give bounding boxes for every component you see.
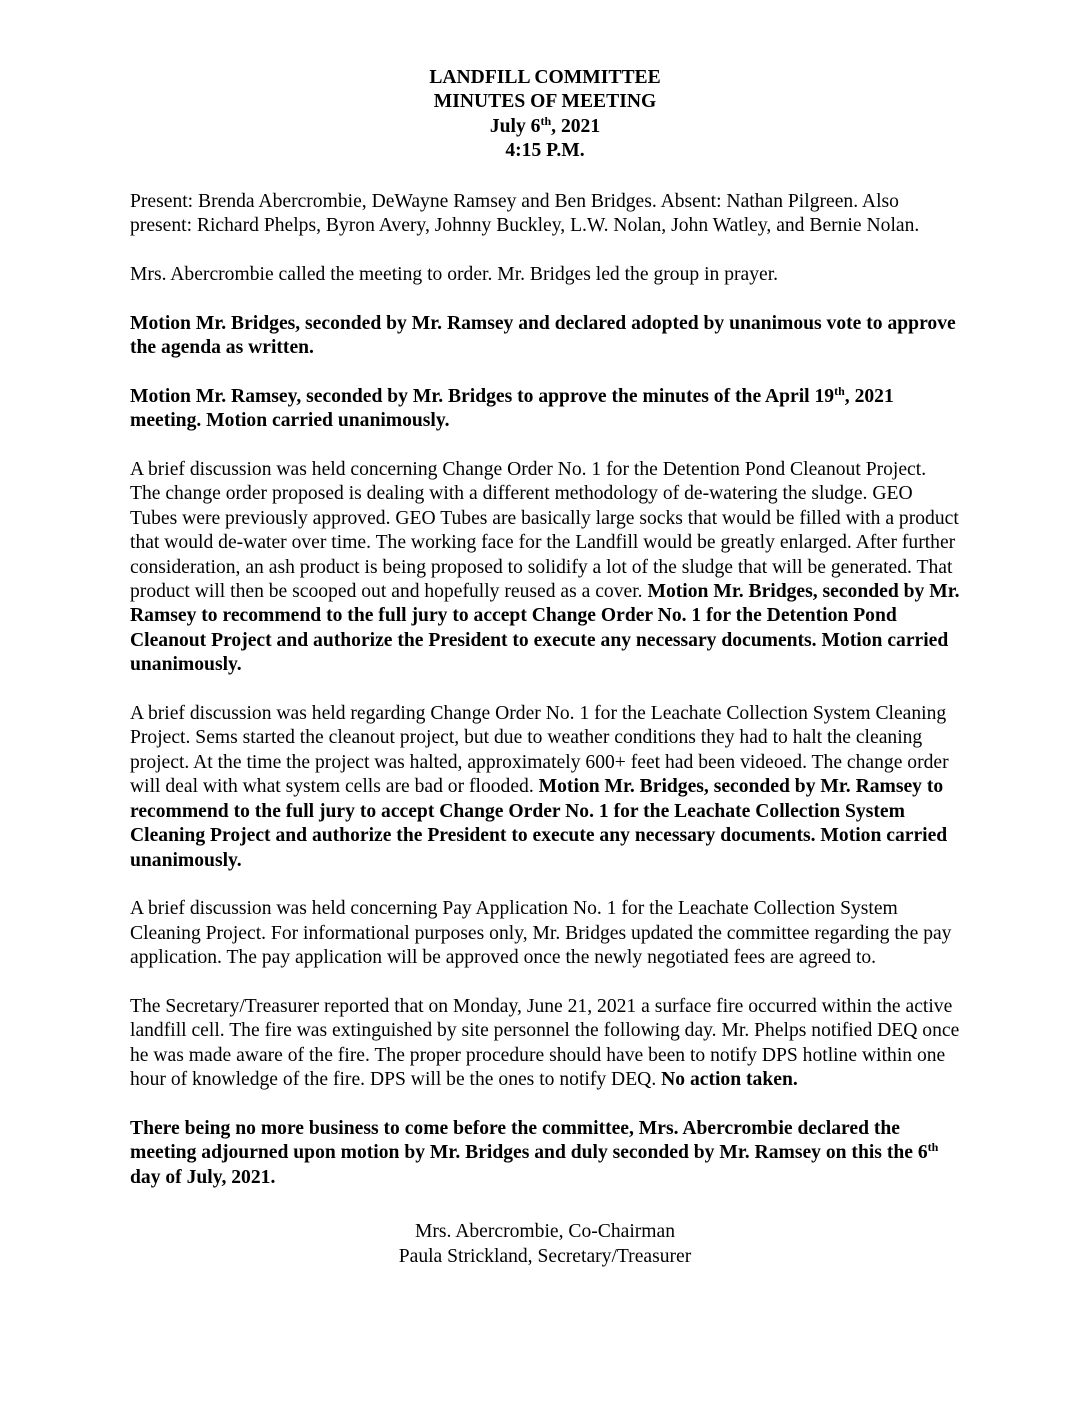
detention-pond-item: A brief discussion was held concerning Change Order No. 1 for the Detention Pond Cleanout Project. The change order proposed is dealing with a different methodology of de-watering the sludge. GEO Tubes were previously approved. GEO Tubes are basically large socks that would be filled with a product that would de-water over time. The working face for the Landfill would be greatly enlarged. After further consideration, an ash product is being proposed to solidify a lot of the sludge that will be generated. That product will then be scooped out and hopefully reused as a cover. Motion Mr. Bridges, seconded by Mr. Ramsey to recommend to the full jury to accept Change Order No. 1 for the Detention Pond Cleanout Project and authorize the President to execute any necessary documents. Motion carried unanimously. [130, 459, 960, 676]
pay-application-item: A brief discussion was held concerning Pay Application No. 1 for the Leachate Collection System Cleaning Project. For informational purposes only, Mr. Bridges updated the committee regarding the pay application. The pay application will be approved once the newly negotiated fees are agreed to. [130, 898, 952, 969]
adjournment-paragraph: There being no more business to come before the committee, Mrs. Abercrombie declared the meeting adjourned upon motion by Mr. Bridges and duly seconded by Mr. Ramsey on this the 6th day of July, 2021. [130, 1117, 939, 1188]
meeting-time: 4:15 P.M. [505, 140, 585, 162]
agenda-motion: Motion Mr. Bridges, seconded by Mr. Ramsey and declared adopted by unanimous vote to approve the agenda as written. [130, 312, 956, 359]
no-action-note: No action taken. [661, 1069, 798, 1091]
leachate-change-order-motion: Motion Mr. Bridges, seconded by Mr. Ramsey to recommend to the full jury to accept Change Order No. 1 for the Leachate Collection System Cleaning Project and authorize the President to execute any necessary documents. Motion carried unanimously. [130, 776, 948, 871]
minutes-approval-motion: Motion Mr. Ramsey, seconded by Mr. Bridges to approve the minutes of the April 19th, 2021 meeting. Motion carried unanimously. [130, 383, 894, 432]
detention-pond-motion: Motion Mr. Bridges, seconded by Mr. Ramsey to recommend to the full jury to accept Change Order No. 1 for the Detention Pond Cleanout Project and authorize the President to execute any necessary documents. Motion carried unanimously. [130, 581, 960, 676]
leachate-change-order-item: A brief discussion was held regarding Change Order No. 1 for the Leachate Collection System Cleaning Project. Sems started the cleanout project, but due to weather conditions they had to halt the cleaning project. At the time the project was halted, approximately 600+ feet had been videoed. The change order will deal with what system cells are bad or flooded. Motion Mr. Bridges, seconded by Mr. Ramsey to recommend to the full jury to accept Change Order No. 1 for the Leachate Collection System Cleaning Project and authorize the President to execute any necessary documents. Motion carried unanimously. [130, 703, 949, 871]
surface-fire-item: The Secretary/Treasurer reported that on Monday, June 21, 2021 a surface fire occurred within the active landfill cell. The fire was extinguished by site personnel the following day. Mr. Phelps notified DEQ once he was made aware of the fire. The proper procedure should have been to notify DPS hotline within one hour of knowledge of the fire. DPS will be the ones to notify DEQ. No action taken. [130, 995, 960, 1091]
document-title: MINUTES OF MEETING [433, 91, 657, 113]
signature-block [130, 1220, 960, 1269]
committee-title: LANDFILL COMMITTEE [429, 67, 661, 88]
attendance-paragraph: Present: Brenda Abercrombie, DeWayne Ramsey and Ben Bridges. Absent: Nathan Pilgreen. Also present: Richard Phelps, Byron Avery, Johnny Buckley, L.W. Nolan, John Watley, and Bernie Nolan. [130, 190, 920, 237]
document-header [130, 66, 960, 164]
meeting-date: July 6th, 2021 [489, 113, 601, 137]
secretary-signature: Paula Strickland, Secretary/Treasurer [398, 1245, 692, 1267]
chairman-signature: Mrs. Abercrombie, Co-Chairman [414, 1221, 676, 1243]
call-to-order-paragraph: Mrs. Abercrombie called the meeting to order. Mr. Bridges led the group in prayer. [130, 263, 779, 285]
